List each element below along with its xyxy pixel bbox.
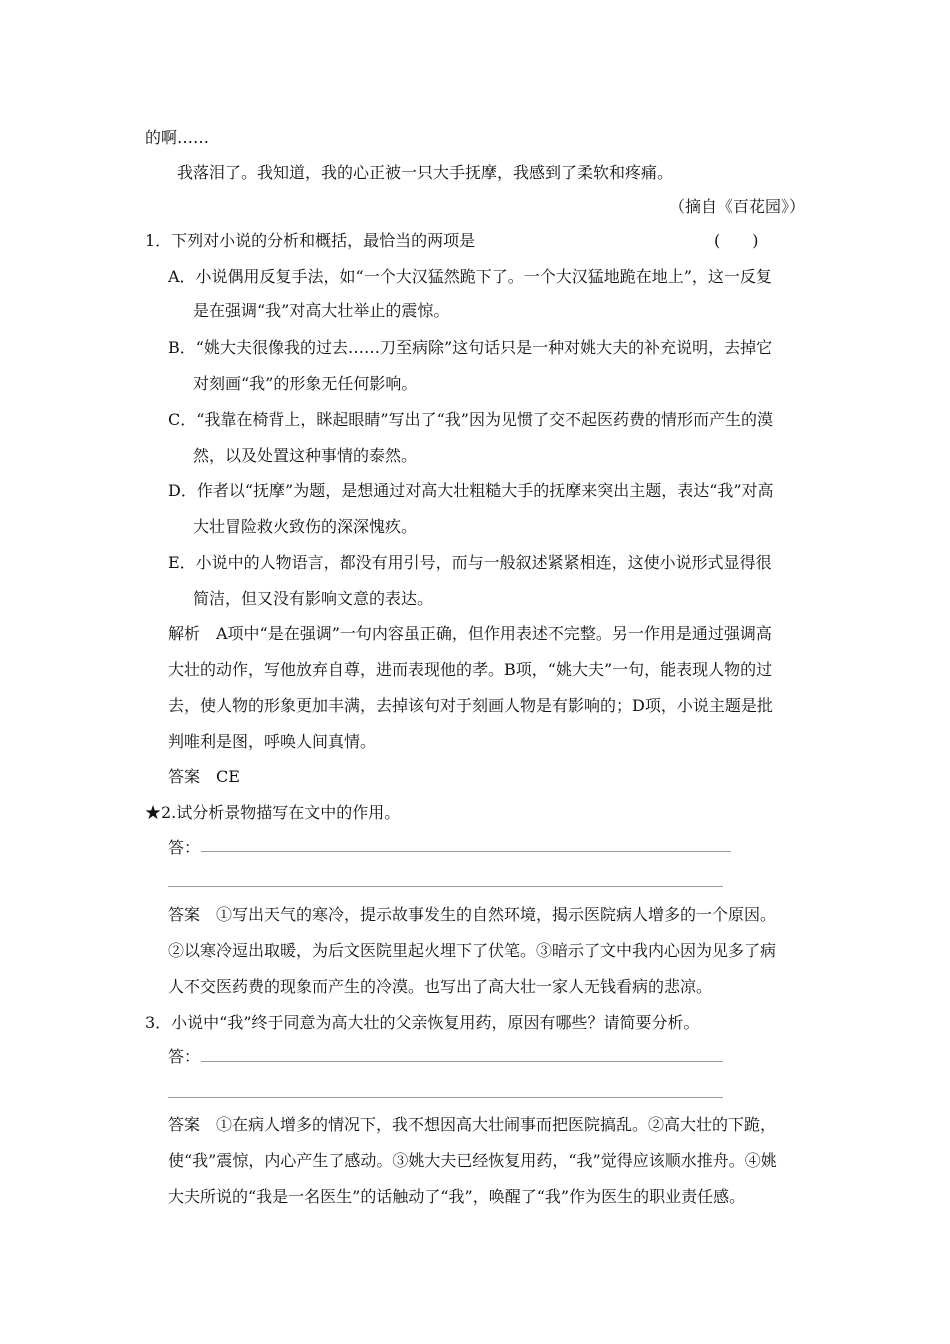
q1-stem: 1．下列对小说的分析和概括，最恰当的两项是: [145, 231, 476, 250]
passage-line-2: 我落泪了。我知道，我的心正被一只大手抚摩，我感到了柔软和疼痛。: [177, 163, 674, 182]
q1-option-a-line2: 是在强调“我”对高大壮举止的震惊。: [193, 301, 450, 320]
passage-source: （摘自《百花园》）: [668, 197, 805, 216]
q1-option-c-line2: 然，以及处置这种事情的泰然。: [193, 446, 418, 465]
q1-option-c-line1: C．“我靠在椅背上，眯起眼睛”写出了“我”因为见惯了交不起医药费的情形而产生的漠: [168, 410, 773, 429]
q2-answer-rule-2: [168, 886, 723, 887]
q1-option-b-line1: B．“姚大夫很像我的过去……刀至病除”这句话只是一种对姚大夫的补充说明，去掉它: [168, 338, 773, 357]
q3-answer-prompt: 答：: [168, 1047, 201, 1066]
q1-option-d-line1: D．作者以“抚摩”为题，是想通过对高大壮粗糙大手的抚摩来突出主题，表达“我”对高: [168, 481, 774, 500]
q1-option-d-line2: 大壮冒险救火致伤的深深愧疚。: [193, 517, 418, 536]
q1-option-e-line2: 简洁，但又没有影响文意的表达。: [193, 589, 434, 608]
q2-answer-rule-1: [201, 851, 731, 852]
q3-answer-line3: 大夫所说的“我是一名医生”的话触动了“我”，唤醒了“我”作为医生的职业责任感。: [168, 1187, 746, 1206]
passage-line-1: 的啊……: [145, 128, 210, 147]
q1-answer-blank: ( ): [714, 231, 759, 250]
q2-answer-line3: 人不交医药费的现象而产生的冷漠。也写出了高大壮一家人无钱看病的悲凉。: [168, 977, 713, 996]
q1-analysis-line4: 判唯利是图，呼唤人间真情。: [168, 732, 377, 751]
q1-option-a-line1: A．小说偶用反复手法，如“一个大汉猛然跪下了。一个大汉猛地跪在地上”，这一反复: [168, 267, 772, 286]
q1-option-b-line2: 对刻画“我”的形象无任何影响。: [193, 374, 418, 393]
q1-option-e-line1: E．小说中的人物语言，都没有用引号，而与一般叙述紧紧相连，这使小说形式显得很: [168, 553, 772, 572]
q1-analysis-line1: 解析 A项中“是在强调”一句内容虽正确，但作用表述不完整。另一作用是通过强调高: [168, 624, 772, 643]
q2-answer-prompt: 答：: [168, 838, 201, 857]
q3-answer-line2: 使“我”震惊，内心产生了感动。③姚大夫已经恢复用药，“我”觉得应该顺水推舟。④姚: [168, 1151, 777, 1170]
q2-answer-line1: 答案 ①写出天气的寒冷，提示故事发生的自然环境，揭示医院病人增多的一个原因。: [168, 905, 777, 924]
q1-answer: 答案 CE: [168, 767, 240, 786]
q3-answer-rule-1: [201, 1061, 723, 1062]
q3-answer-line1: 答案 ①在病人增多的情况下，我不想因高大壮闹事而把医院搞乱。②高大壮的下跪，: [168, 1115, 777, 1134]
q2-answer-line2: ②以寒冷逗出取暖，为后文医院里起火埋下了伏笔。③暗示了文中我内心因为见多了病: [168, 941, 777, 960]
q2-stem: ★2.试分析景物描写在文中的作用。: [145, 803, 401, 822]
q1-analysis-line2: 大壮的动作，写他放弃自尊，进而表现他的孝。B项，“姚大夫”一句，能表现人物的过: [168, 660, 773, 679]
q3-stem: 3．小说中“我”终于同意为高大壮的父亲恢复用药，原因有哪些？请简要分析。: [145, 1013, 700, 1032]
q3-answer-rule-2: [168, 1097, 723, 1098]
q1-analysis-line3: 去，使人物的形象更加丰满，去掉该句对于刻画人物是有影响的；D项，小说主题是批: [168, 696, 773, 715]
